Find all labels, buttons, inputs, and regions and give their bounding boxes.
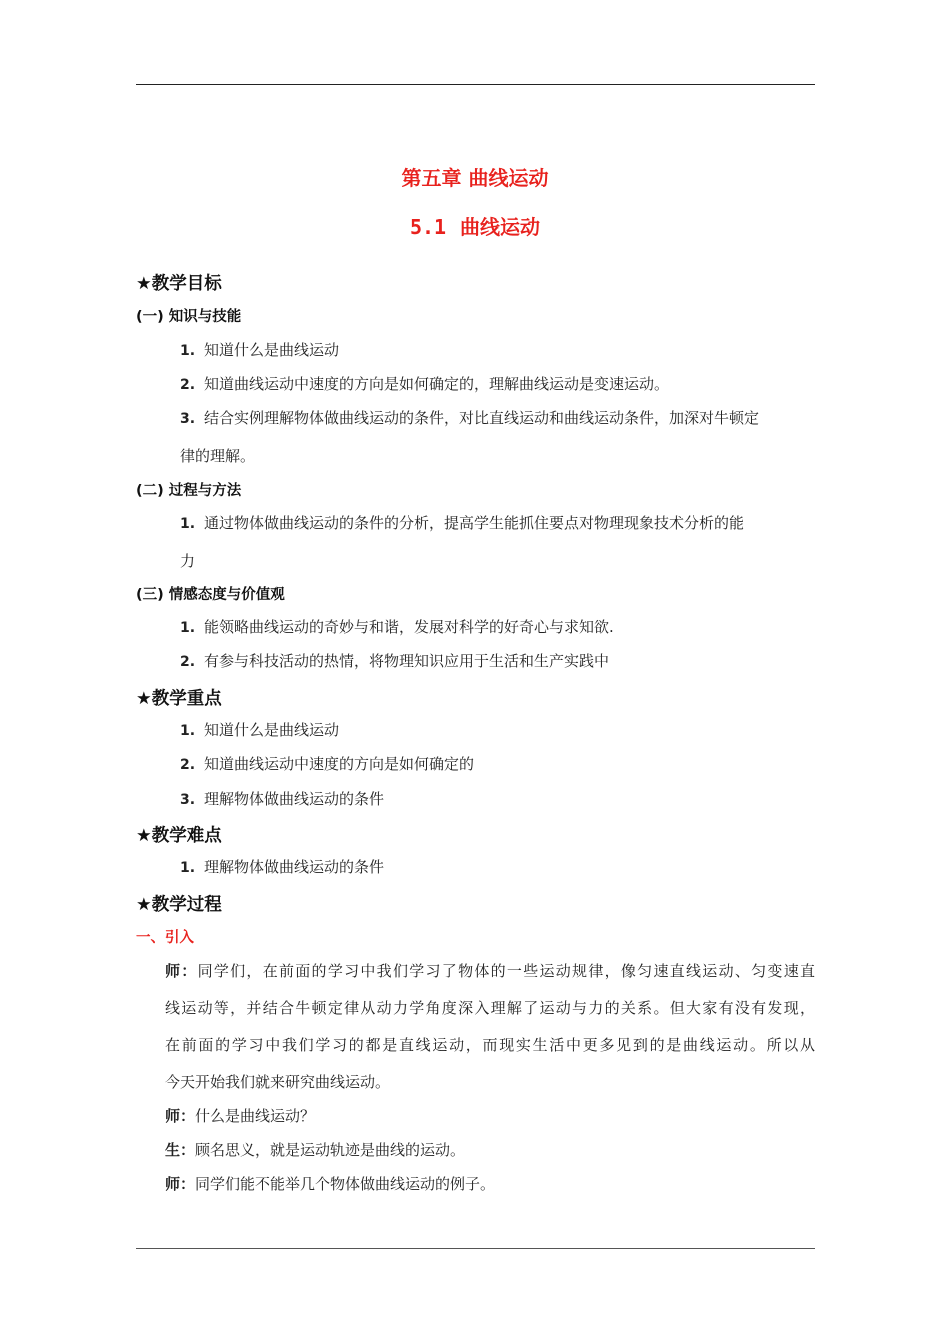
item-text: 知道什么是曲线运动 xyxy=(204,341,340,359)
list-item xyxy=(180,339,339,360)
dialogue-line xyxy=(165,960,815,981)
speaker-label: 师： xyxy=(165,1175,196,1193)
item-number: 2. xyxy=(180,654,196,670)
item-text: 结合实例理解物体做曲线运动的条件，对比直线运动和曲线运动条件，加深对牛顿定 xyxy=(204,409,760,427)
item-number: 3. xyxy=(180,411,196,427)
dialogue-text: 顾名思义，就是运动轨迹是曲线的运动。 xyxy=(195,1141,466,1159)
dialogue-line: 在前面的学习中我们学习的都是直线运动，而现实生活中更多见到的是曲线运动。所以从 xyxy=(165,1036,815,1054)
chapter-title: 第五章 曲线运动 xyxy=(401,166,549,190)
item-text: 知道曲线运动中速度的方向是如何确定的，理解曲线运动是变速运动。 xyxy=(204,375,670,393)
dialogue-text: 同学们能不能举几个物体做曲线运动的例子。 xyxy=(195,1175,496,1193)
list-item xyxy=(180,512,744,533)
speaker-label: 师： xyxy=(165,962,198,980)
dialogue-text: 同学们，在前面的学习中我们学习了物体的一些运动规律，像匀速直线运动、匀变速直 xyxy=(197,962,815,980)
item-number: 1. xyxy=(180,723,196,739)
item-number: 2. xyxy=(180,377,196,393)
item-text: 能领略曲线运动的奇妙与和谐，发展对科学的好奇心与求知欲. xyxy=(204,618,614,636)
list-item xyxy=(180,407,759,428)
speaker-label: 生： xyxy=(165,1141,196,1159)
difficulties-heading: ★教学难点 xyxy=(136,826,222,846)
list-item xyxy=(180,856,384,877)
objectives-group-heading: (三) 情感态度与价值观 xyxy=(136,587,285,603)
item-text: 通过物体做曲线运动的条件的分析，提高学生能抓住要点对物理现象技术分析的能 xyxy=(204,514,745,532)
list-item xyxy=(180,650,609,671)
objectives-group-heading: (一) 知识与技能 xyxy=(136,309,242,325)
item-number: 1. xyxy=(180,860,196,876)
objectives-heading: ★教学目标 xyxy=(136,274,222,294)
section-title xyxy=(0,211,950,240)
footer-rule xyxy=(136,1248,815,1249)
item-number: 2. xyxy=(180,757,196,773)
item-text: 理解物体做曲线运动的条件 xyxy=(204,858,385,876)
list-item xyxy=(180,753,474,774)
header-rule xyxy=(136,84,815,85)
item-text: 理解物体做曲线运动的条件 xyxy=(204,790,385,808)
speaker-label: 师： xyxy=(165,1107,196,1125)
item-text: 知道什么是曲线运动 xyxy=(204,721,340,739)
item-number: 1. xyxy=(180,516,196,532)
dialogue-line: 今天开始我们就来研究曲线运动。 xyxy=(165,1073,391,1091)
dialogue-line xyxy=(165,1139,465,1160)
item-text: 有参与科技活动的热情，将物理知识应用于生活和生产实践中 xyxy=(204,652,610,670)
item-number: 1. xyxy=(180,620,196,636)
list-item xyxy=(180,788,384,809)
list-item xyxy=(180,719,339,740)
dialogue-line xyxy=(165,1173,495,1194)
objectives-group-heading: (二) 过程与方法 xyxy=(136,483,242,499)
item-number: 1. xyxy=(180,343,196,359)
dialogue-line: 线运动等，并结合牛顿定律从动力学角度深入理解了运动与力的关系。但大家有没有发现， xyxy=(165,999,815,1017)
key-points-heading: ★教学重点 xyxy=(136,689,222,709)
intro-heading: 一、引入 xyxy=(136,930,194,946)
section-number: 5.1 xyxy=(409,215,447,239)
process-heading: ★教学过程 xyxy=(136,895,222,915)
dialogue-line xyxy=(165,1105,315,1126)
dialogue-text: 什么是曲线运动？ xyxy=(195,1107,316,1125)
list-item xyxy=(180,373,669,394)
section-title-text: 曲线运动 xyxy=(460,215,541,239)
item-continuation: 律的理解。 xyxy=(180,447,256,465)
item-number: 3. xyxy=(180,792,196,808)
item-text: 知道曲线运动中速度的方向是如何确定的 xyxy=(204,755,475,773)
list-item xyxy=(180,616,614,637)
item-continuation: 力 xyxy=(180,552,196,570)
